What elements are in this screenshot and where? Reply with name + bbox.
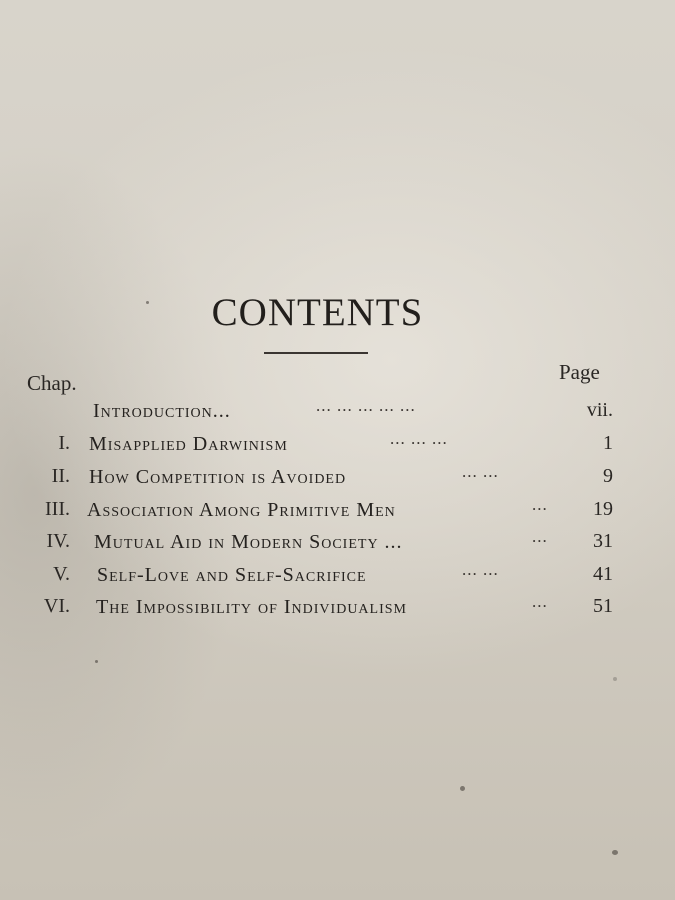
chapter-title: Misapplied Darwinism <box>89 433 288 455</box>
chapter-number: V. <box>53 563 70 585</box>
leader-dots: ... <box>532 527 548 546</box>
leader-dots: ... <box>532 495 548 514</box>
paper-speck <box>613 677 617 681</box>
page-number: 9 <box>603 465 613 487</box>
toc-entry-chapter-1 <box>0 429 675 462</box>
chapter-number: I. <box>58 432 70 454</box>
page-number: 51 <box>593 595 613 617</box>
toc-entry-introduction <box>0 396 675 429</box>
chapter-title: Mutual Aid in Modern Society ... <box>94 531 403 553</box>
page-number: 41 <box>593 563 613 585</box>
chapter-title: How Competition is Avoided <box>89 466 347 488</box>
chapter-number: IV. <box>46 530 70 552</box>
title-rule <box>264 352 368 354</box>
page-number: 31 <box>593 530 613 552</box>
chapter-title: Introduction... <box>93 400 231 422</box>
page-number: vii. <box>586 399 613 421</box>
chapter-title: Association Among Primitive Men <box>87 499 396 521</box>
page-title: CONTENTS <box>211 291 424 334</box>
leader-dots: ... <box>532 592 548 611</box>
toc-entry-chapter-5 <box>0 560 675 593</box>
chapter-number: III. <box>45 498 70 520</box>
page-number: 1 <box>603 432 613 454</box>
page-column-header: Page <box>559 360 600 384</box>
leader-dots: ... ... <box>462 560 499 579</box>
paper-speck <box>612 850 618 855</box>
chapter-number: II. <box>51 465 70 487</box>
chapter-title: The Impossibility of Individualism <box>96 596 407 618</box>
chapter-title: Self-Love and Self-Sacrifice <box>97 564 367 586</box>
chapter-number: VI. <box>43 595 70 617</box>
leader-dots: ... ... ... <box>390 429 448 448</box>
toc-entry-chapter-4 <box>0 527 675 560</box>
leader-dots: ... ... ... ... ... <box>316 396 416 415</box>
toc-entry-chapter-6 <box>0 592 675 625</box>
paper-speck <box>95 660 98 663</box>
paper-speck <box>460 786 465 791</box>
toc-entry-chapter-3 <box>0 495 675 528</box>
chapter-column-header: Chap. <box>27 371 77 395</box>
leader-dots: ... ... <box>462 462 499 481</box>
page-number: 19 <box>593 498 613 520</box>
toc-entry-chapter-2 <box>0 462 675 495</box>
